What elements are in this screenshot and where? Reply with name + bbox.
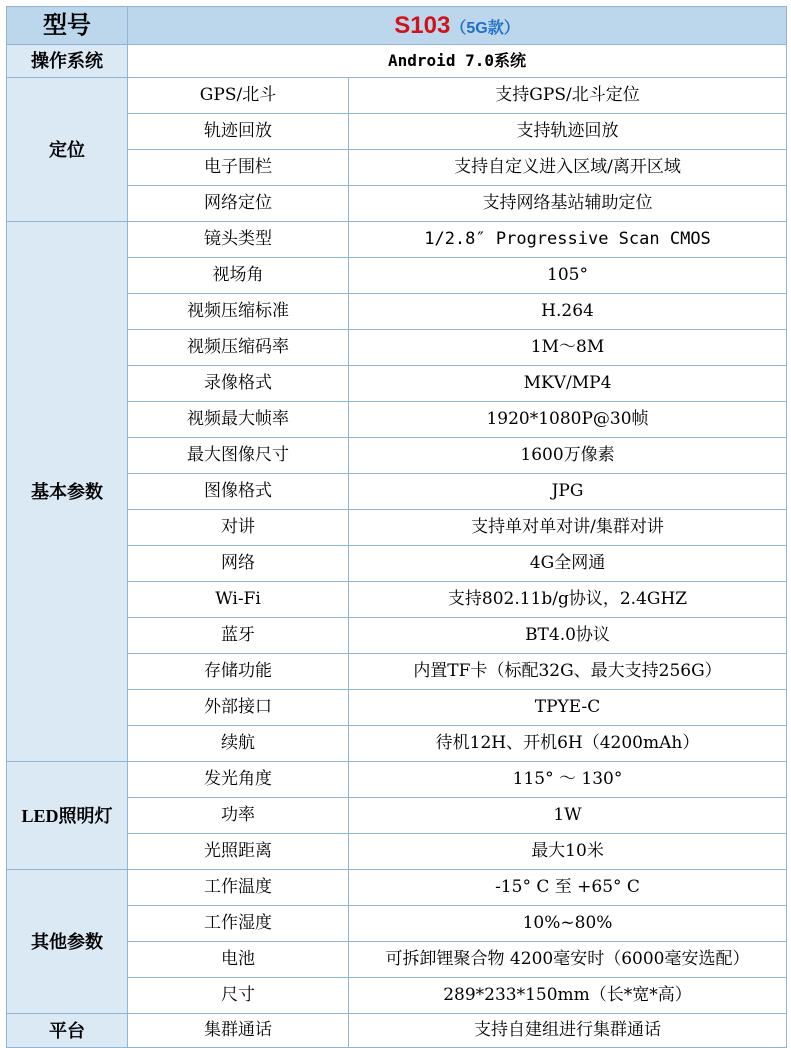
- section-label-other: 其他参数: [7, 870, 128, 1014]
- spec-row: [7, 870, 787, 906]
- spec-name: 存储功能: [128, 654, 349, 690]
- spec-value: 4G全网通: [349, 546, 787, 582]
- spec-value: 支持自定义进入区域/离开区域: [349, 150, 787, 186]
- spec-name: 对讲: [128, 510, 349, 546]
- spec-name: 轨迹回放: [128, 114, 349, 150]
- header-row: [7, 7, 787, 45]
- spec-name: Wi-Fi: [128, 582, 349, 618]
- spec-name: 图像格式: [128, 474, 349, 510]
- spec-value: 1/2.8″ Progressive Scan CMOS: [349, 222, 787, 258]
- spec-value: TPYE-C: [349, 690, 787, 726]
- spec-value: BT4.0协议: [349, 618, 787, 654]
- spec-value: 10%~80%: [349, 906, 787, 942]
- section-label-led: LED照明灯: [7, 762, 128, 870]
- model-name: S103: [394, 11, 451, 39]
- spec-value: MKV/MP4: [349, 366, 787, 402]
- spec-value: 可拆卸锂聚合物 4200毫安时（6000毫安选配）: [349, 942, 787, 978]
- spec-row: [7, 78, 787, 114]
- spec-name: 网络定位: [128, 186, 349, 222]
- os-value: Android 7.0系统: [128, 45, 787, 78]
- spec-name: 电池: [128, 942, 349, 978]
- spec-value: 支持GPS/北斗定位: [349, 78, 787, 114]
- spec-name: 视频压缩码率: [128, 330, 349, 366]
- section-label-basic: 基本参数: [7, 222, 128, 762]
- model-label: 型号: [7, 7, 128, 45]
- os-row: [7, 45, 787, 78]
- spec-name: 外部接口: [128, 690, 349, 726]
- model-cell: [128, 7, 787, 45]
- spec-name: 续航: [128, 726, 349, 762]
- spec-name: 功率: [128, 798, 349, 834]
- spec-value: 最大10米: [349, 834, 787, 870]
- spec-name: 尺寸: [128, 978, 349, 1014]
- spec-value: 115° ～ 130°: [349, 762, 787, 798]
- spec-name: 视场角: [128, 258, 349, 294]
- spec-name: 最大图像尺寸: [128, 438, 349, 474]
- spec-name: 电子围栏: [128, 150, 349, 186]
- spec-value: 1W: [349, 798, 787, 834]
- spec-value: 支持单对单对讲/集群对讲: [349, 510, 787, 546]
- spec-value: 1600万像素: [349, 438, 787, 474]
- spec-value: 支持自建组进行集群通话: [349, 1014, 787, 1048]
- spec-value: 289*233*150mm（长*宽*高）: [349, 978, 787, 1014]
- spec-name: 工作湿度: [128, 906, 349, 942]
- spec-table: [6, 6, 787, 1048]
- spec-value: 支持网络基站辅助定位: [349, 186, 787, 222]
- section-label-positioning: 定位: [7, 78, 128, 222]
- spec-row: [7, 762, 787, 798]
- os-label: 操作系统: [7, 45, 128, 78]
- spec-name: 视频压缩标准: [128, 294, 349, 330]
- spec-value: JPG: [349, 474, 787, 510]
- spec-name: 录像格式: [128, 366, 349, 402]
- spec-value: 内置TF卡（标配32G、最大支持256G）: [349, 654, 787, 690]
- spec-row: [7, 222, 787, 258]
- spec-name: 发光角度: [128, 762, 349, 798]
- spec-name: 蓝牙: [128, 618, 349, 654]
- model-variant: （5G款）: [450, 19, 520, 37]
- spec-name: 镜头类型: [128, 222, 349, 258]
- spec-name: 集群通话: [128, 1014, 349, 1048]
- spec-value: -15° C 至 +65° C: [349, 870, 787, 906]
- spec-name: 光照距离: [128, 834, 349, 870]
- spec-value: 支持802.11b/g协议，2.4GHZ: [349, 582, 787, 618]
- section-label-platform: 平台: [7, 1014, 128, 1048]
- spec-value: 1M～8M: [349, 330, 787, 366]
- spec-value: 1920*1080P@30帧: [349, 402, 787, 438]
- spec-name: 网络: [128, 546, 349, 582]
- spec-name: GPS/北斗: [128, 78, 349, 114]
- spec-value: 待机12H、开机6H（4200mAh）: [349, 726, 787, 762]
- spec-row: [7, 1014, 787, 1048]
- spec-value: H.264: [349, 294, 787, 330]
- spec-name: 视频最大帧率: [128, 402, 349, 438]
- spec-name: 工作温度: [128, 870, 349, 906]
- spec-value: 支持轨迹回放: [349, 114, 787, 150]
- spec-value: 105°: [349, 258, 787, 294]
